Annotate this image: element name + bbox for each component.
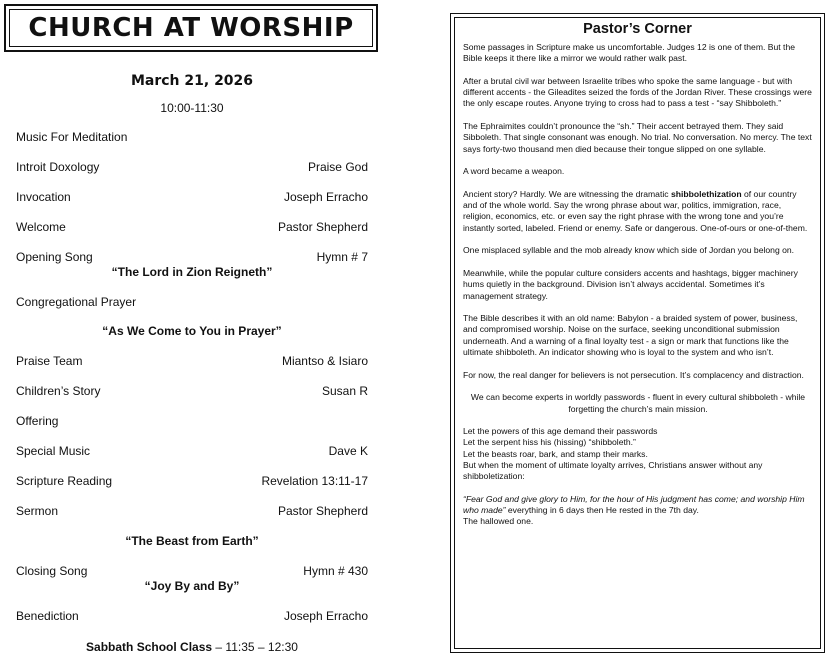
order-item-leader: Joseph Erracho [283, 609, 368, 623]
order-item-leader: Susan R [321, 384, 368, 398]
paragraph [463, 189, 813, 234]
poem-line: Let the beasts roar, bark, and stamp their marks. [463, 448, 648, 459]
order-item-leader: Praise God [307, 160, 368, 174]
closing-song-title: “Joy By and By” [144, 579, 240, 593]
closing-quote [463, 494, 813, 528]
order-item-leader: Pastor Shepherd [277, 220, 368, 234]
order-item [16, 414, 368, 428]
opening-song-title: “The Lord in Zion Reigneth” [111, 265, 273, 279]
service-date: March 21, 2026 [130, 73, 254, 89]
order-item-label: Benediction [16, 609, 79, 623]
paragraph-text: The hallowed one. [463, 516, 534, 527]
order-item-label: Invocation [16, 190, 71, 204]
service-time: 10:00-11:30 [160, 101, 224, 115]
order-item-label: Children’s Story [16, 384, 101, 398]
poem-line: Let the powers of this age demand their passwords [463, 426, 658, 437]
order-item-label: Welcome [16, 220, 66, 234]
paragraph: The Bible describes it with an old name: Babylon - a braided system of power, business, and compromised worship. Noise on the surface, seeking unconditional submission underneath. And a warning of a final loyalty test - a sign or mark that functions like the ultimate shibboleth. An indicator showing who is loyal to the system and who isn’t. [463, 313, 798, 358]
order-item [16, 444, 368, 458]
order-item-label: Offering [16, 414, 59, 428]
order-item [16, 384, 368, 398]
order-item-leader: Dave K [328, 444, 368, 458]
sabbath-school-time: – 11:35 – 12:30 [212, 640, 298, 654]
paragraph-text: everything in 6 days then He rested in the 7th day. [505, 505, 699, 516]
sermon-title: “The Beast from Earth” [125, 534, 259, 548]
order-item-leader: Miantso & Isiaro [281, 354, 368, 368]
order-item-leader: Pastor Shepherd [277, 504, 368, 518]
order-item [16, 160, 368, 174]
paragraph: A word became a weapon. [463, 166, 565, 177]
order-item-label: Congregational Prayer [16, 295, 137, 309]
paragraph-text: Ancient story? Hardly. We are witnessing the dramatic [463, 188, 671, 199]
order-item-label: Sermon [16, 504, 59, 518]
paragraph: The Ephraimites couldn’t pronounce the “sh.” Their accent betrayed them. They said Sibboleth. That single consonant was enough. No trial. No conversation. No mercy. The text says forty-two thousand men died because their tongue slipped on one syllable. [463, 121, 812, 154]
order-item-label: Closing Song [16, 564, 88, 578]
order-item [16, 564, 368, 578]
poem-line: But when the moment of ultimate loyalty arrives, Christians answer without any shibboletization: [463, 459, 763, 482]
order-item [16, 609, 368, 623]
order-item [16, 190, 368, 204]
order-item [16, 474, 368, 488]
paragraph: Meanwhile, while the popular culture considers accents and hashtags, bigger machinery hums quietly in the background. Division isn’t always accidental. Sometimes it’s management strategy. [463, 267, 798, 301]
order-item-label: Scripture Reading [16, 474, 113, 488]
pastors-corner-title: Pastor’s Corner [583, 21, 692, 37]
sabbath-school-label: Sabbath School Class [86, 640, 213, 654]
order-item [16, 130, 368, 144]
emphasis-term: shibbolethization [670, 188, 742, 199]
order-item [16, 295, 368, 309]
order-item-leader: Joseph Erracho [283, 190, 368, 204]
order-item-leader: Revelation 13:11-17 [261, 474, 368, 488]
order-item [16, 354, 368, 368]
order-item [16, 504, 368, 518]
order-item [16, 220, 368, 234]
order-item-leader: Hymn # 430 [303, 564, 368, 578]
order-item-leader: Hymn # 7 [316, 250, 368, 264]
paragraph: Some passages in Scripture make us uncomfortable. Judges 12 is one of them. But the Bible keeps it there like a mirror we would rather walk past. [463, 42, 795, 64]
order-item-label: Music For Meditation [16, 130, 128, 144]
paragraph: We can become experts in worldly passwords - fluent in every cultural shibboleth - while forgetting the church’s main mission. [470, 392, 806, 414]
paragraph: One misplaced syllable and the mob already know which side of Jordan you belong on. [463, 245, 795, 256]
pastors-corner-body [455, 42, 820, 528]
order-item-label: Special Music [16, 444, 91, 458]
paragraph: For now, the real danger for believers is not persecution. It’s complacency and distraction. [463, 369, 804, 380]
poem-stanza [463, 426, 813, 482]
order-item-label: Introit Doxology [16, 160, 100, 174]
order-item-label: Opening Song [16, 250, 93, 264]
page-title: CHURCH AT WORSHIP [28, 13, 354, 43]
order-item-label: Praise Team [16, 354, 83, 368]
prayer-title: “As We Come to You in Prayer” [102, 324, 282, 338]
paragraph-text: of our country and of the whole world. Say the wrong phrase about war, politics, immigration, race, religion, economics, etc. or even say the right phrase with the wrong tone and you’re instantly sorted, labeled. Friend or enemy. Safe or dangerous. One-of-ours or one-of-them. [463, 188, 808, 233]
sabbath-school-line [0, 640, 384, 654]
title-box [4, 4, 378, 52]
pastors-corner-box [450, 13, 825, 653]
pastors-corner-inner-border [454, 17, 821, 649]
title-inner-border [9, 9, 373, 47]
paragraph: After a brutal civil war between Israelite tribes who spoke the same language - but with different accents - the Gileadites seized the fords of the Jordan River. These crossings were the only escape routes. Anyone trying to cross had to pass a test - “say Shibboleth.” [463, 75, 812, 109]
scripture-quote: “Fear God and give glory to Him, for the hour of His judgment has come; and worship Him who made” [463, 493, 805, 516]
poem-line: Let the serpent hiss his (hissing) “shibboleth.” [463, 437, 636, 448]
order-item [16, 250, 368, 264]
